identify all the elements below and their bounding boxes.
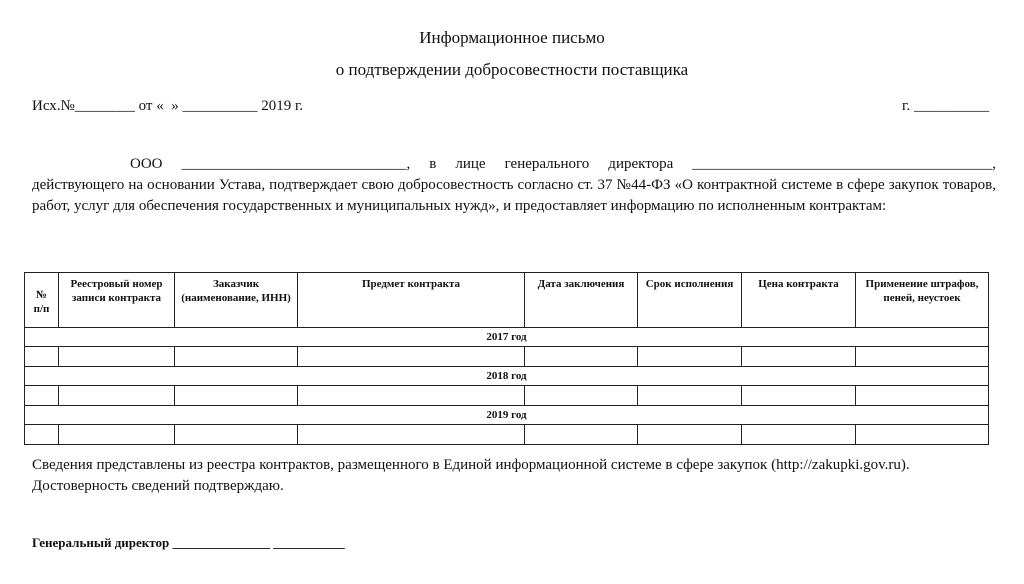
table-row <box>25 347 989 367</box>
table-cell[interactable] <box>25 347 59 367</box>
header-penalties: Применение штрафов, пеней, неустоек <box>856 273 989 328</box>
table-header-row <box>25 273 989 328</box>
year-label: 2017 год <box>25 328 989 347</box>
outgoing-reference: Исх.№________ от « » __________ 2019 г. <box>32 98 304 114</box>
table-cell[interactable] <box>638 386 742 406</box>
year-label: 2018 год <box>25 367 989 386</box>
table-cell[interactable] <box>525 347 638 367</box>
table-cell[interactable] <box>298 347 525 367</box>
table-row <box>25 425 989 445</box>
table-cell[interactable] <box>638 347 742 367</box>
table-cell[interactable] <box>856 386 989 406</box>
table-cell[interactable] <box>525 425 638 445</box>
year-row <box>25 367 989 386</box>
header-registry-number: Реестровый номер записи контракта <box>59 273 175 328</box>
document-title: Информационное письмо <box>419 28 605 47</box>
table-cell[interactable] <box>25 386 59 406</box>
year-row <box>25 406 989 425</box>
footer-block <box>32 455 1012 497</box>
table-cell[interactable] <box>175 425 298 445</box>
header-number-symbol: № <box>35 289 48 301</box>
table-cell[interactable] <box>59 386 175 406</box>
header-conclusion-date: Дата заключения <box>525 273 638 328</box>
table-cell[interactable] <box>525 386 638 406</box>
table-cell[interactable] <box>856 425 989 445</box>
header-customer: Заказчик (наименование, ИНН) <box>175 273 298 328</box>
table-row <box>25 386 989 406</box>
table-cell[interactable] <box>742 347 856 367</box>
confirmation-statement: Достоверность сведений подтверждаю. <box>32 478 284 494</box>
contracts-table <box>24 272 989 445</box>
table-cell[interactable] <box>638 425 742 445</box>
table-cell[interactable] <box>25 425 59 445</box>
document-subtitle: о подтверждении добросовестности поставщика <box>335 60 689 79</box>
table-cell[interactable] <box>59 347 175 367</box>
header-number-abbrev: п/п <box>33 303 50 315</box>
table-cell[interactable] <box>742 386 856 406</box>
city-field: г. __________ <box>902 98 989 114</box>
year-label: 2019 год <box>25 406 989 425</box>
signature-line: Генеральный директор _______________ ___________ <box>32 535 345 550</box>
body-paragraph: ООО ______________________________, в лице генерального директора ________________________________________, действующего на основании Устава, подтверждает свою добросовестность согласно ст. 37 №44-ФЗ «О контрактной системе в сфере закупок товаров, работ, услуг для обеспечения государственных и муниципальных нужд», и предоставляет информацию по исполненным контрактам: <box>32 156 996 214</box>
table-cell[interactable] <box>298 386 525 406</box>
table-cell[interactable] <box>175 347 298 367</box>
header-contract-price: Цена контракта <box>742 273 856 328</box>
header-number <box>25 273 59 328</box>
table-cell[interactable] <box>856 347 989 367</box>
source-statement: Сведения представлены из реестра контрактов, размещенного в Единой информационной системе в сфере закупок (http://zakupki.gov.ru). <box>32 457 910 473</box>
table-cell[interactable] <box>175 386 298 406</box>
table-cell[interactable] <box>298 425 525 445</box>
table-cell[interactable] <box>59 425 175 445</box>
header-contract-subject: Предмет контракта <box>298 273 525 328</box>
header-execution-term: Срок исполнения <box>638 273 742 328</box>
table-cell[interactable] <box>742 425 856 445</box>
year-row <box>25 328 989 347</box>
